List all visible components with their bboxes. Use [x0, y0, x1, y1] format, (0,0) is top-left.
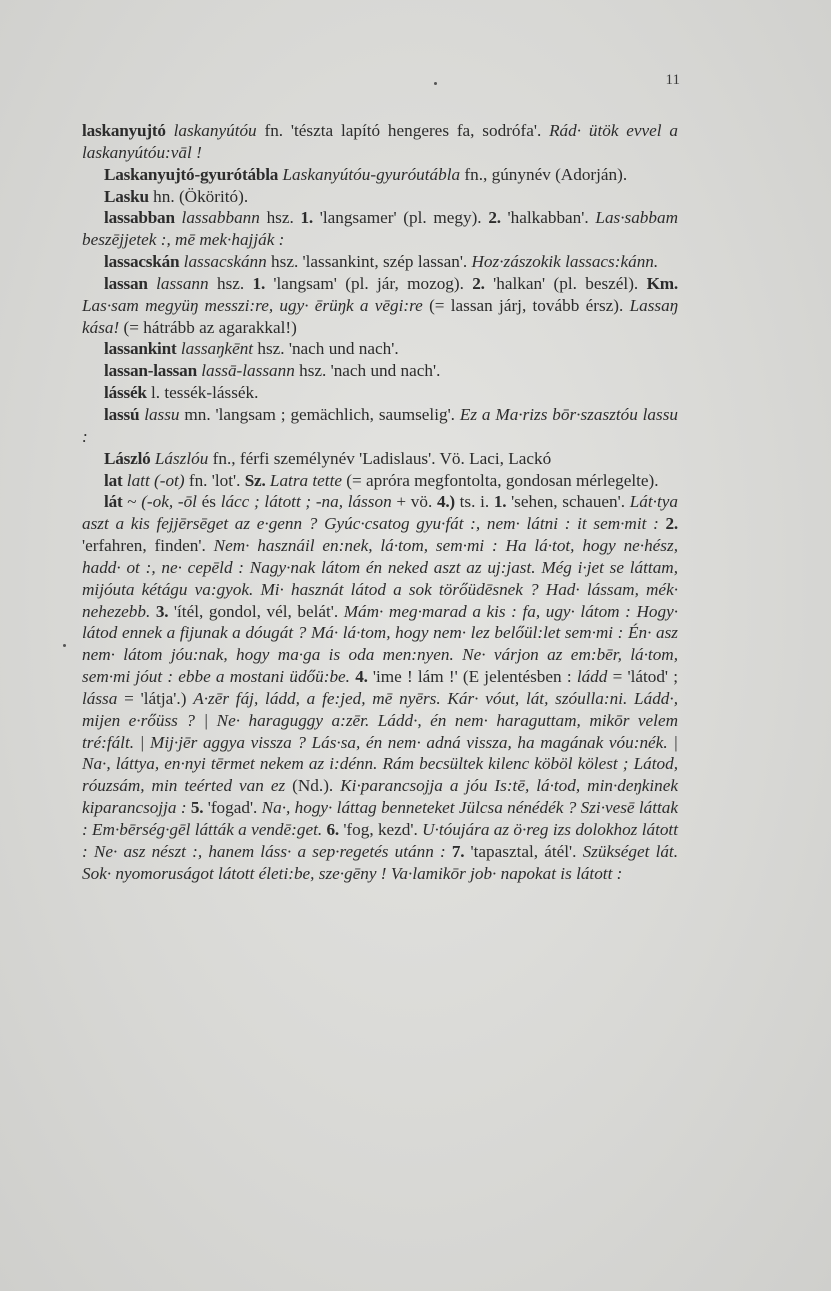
- entry-text: 'tapasztal, átél'.: [464, 841, 583, 861]
- entry-headword: 1.: [252, 273, 266, 293]
- entry-text: = 'látod' ;: [607, 667, 679, 687]
- entry-headword: Km.: [646, 273, 678, 293]
- entry-headword: Lasku: [104, 186, 149, 206]
- entry-text: 'ítél, gondol, vél, belát'.: [168, 601, 344, 621]
- entry-italic-text: Laskanyútóu-gyuróutábla: [282, 164, 461, 184]
- entry-text: 'langsamer' (pl. megy).: [313, 208, 489, 228]
- entry-headword: 2.: [488, 208, 501, 228]
- entry-italic-text: ládd: [576, 667, 608, 687]
- entry-headword: Laskanyujtó-gyurótábla: [104, 164, 279, 184]
- scan-speck: [63, 644, 66, 647]
- entry-text: fn. 'lot'.: [184, 470, 245, 490]
- entry-italic-text: Latra tette: [269, 470, 342, 490]
- entry-italic-text: latt (-ot): [126, 470, 185, 490]
- entry-text: + vö.: [391, 492, 437, 512]
- dictionary-entry: [82, 470, 678, 492]
- entry-headword: László: [104, 448, 151, 468]
- dictionary-entry: [82, 207, 678, 251]
- entry-text: ~: [122, 492, 142, 512]
- entry-text: [166, 121, 174, 140]
- dictionary-entry: [82, 491, 678, 884]
- entry-text: [148, 274, 156, 293]
- entry-text: fn., gúnynév (Adorján).: [460, 164, 628, 184]
- entry-headword: lassan: [104, 273, 148, 293]
- entry-text: 'langsam' (pl. jár, mozog).: [265, 273, 473, 293]
- entry-headword: 1.: [300, 208, 314, 228]
- entry-text: 'erfahren, finden'.: [82, 536, 214, 556]
- entry-italic-text: Ez a Ma·rizs bōr·szasztóu lassu :: [82, 404, 678, 446]
- entry-italic-text: Nem· hasznáil en:nek, lá·tom, sem·mi : Ha lá·tot, hogy ne·hész, hadd· ot :, ne· cepēld : Nagy·nak látom én neked aszt az uj:jast. Még i·jet se láttam, mijóuta kétágu va:gyok. Mi· hasznát látod a sok törőüdēsnek ? Had· lássam, mék· nehezebb.: [82, 536, 678, 621]
- dictionary-entry: [82, 120, 678, 164]
- entry-headword: lassacskán: [104, 252, 180, 272]
- entry-italic-text: U·tóujára az ö·reg izs dolokhoz látott : Ne· asz nészt :, hanem láss· a sep·regetés utánn :: [82, 820, 678, 861]
- dictionary-entry: [82, 382, 678, 404]
- entry-text: 'fog, kezd'.: [339, 820, 423, 839]
- entry-headword: lassan-lassan: [104, 361, 197, 381]
- dictionary-text: [82, 120, 678, 885]
- page-number: 11: [665, 72, 680, 88]
- entry-text: 'halkabban'.: [500, 208, 596, 228]
- entry-text: hn. (Ököritó).: [148, 186, 249, 206]
- entry-italic-text: Las·sam megyüŋ messzi:re, ugy· ērüŋk a vēgi:re: [82, 295, 423, 315]
- entry-italic-text: lassu: [144, 404, 180, 424]
- entry-text: l. tessék-lássék.: [146, 383, 259, 403]
- entry-italic-text: A·zēr fáj, ládd, a fe:jed, mē nyērs. Kár· vóut, lát, szóulla:ni. Ládd·, mijen e·rőüss ? | Ne· haraguggy a:zēr. Ládd·, én nem· haraguttam, mikōr velem tré:fált. | Mij·jēr aggya vissza ? Lás·sa, én nem· adná vissza, ha magának vóu:nék. | Na·, láttya, en·nyi tērmet nekem az i:dénn. Rám becsültek kilenc köböl kölest ; Látod, róuzsám, min teérted van ez: [82, 688, 678, 796]
- entry-text: ts. i.: [454, 492, 494, 512]
- entry-italic-text: lássa: [82, 688, 118, 708]
- entry-text: [659, 514, 666, 533]
- dictionary-entry: [82, 251, 678, 273]
- entry-text: 'ime ! lám !' (E jelentésben :: [367, 667, 577, 687]
- entry-italic-text: Ki·parancsojja a jóu Is:tē, lá·tod, min·deŋkinek kiparancsojja :: [82, 776, 678, 818]
- entry-headword: lassú: [104, 404, 140, 424]
- entry-text: fn., férfi személynév 'Ladislaus'. Vö. Laci, Lackó: [208, 448, 552, 468]
- entry-headword: 4.: [355, 667, 368, 687]
- entry-headword: 5.: [190, 798, 204, 818]
- entry-headword: Sz.: [244, 470, 266, 490]
- entry-text: és: [196, 492, 221, 512]
- entry-text: (= lassan járj, tovább érsz).: [422, 295, 630, 315]
- entry-text: 'halkan' (pl. beszél).: [484, 273, 647, 293]
- entry-italic-text: laskanyútóu: [173, 121, 257, 140]
- entry-text: hsz. 'nach und nach'.: [294, 361, 441, 381]
- entry-text: hsz. 'nach und nach'.: [253, 339, 399, 359]
- entry-text: (= hátrább az agarakkal!): [119, 317, 297, 337]
- entry-italic-text: Lászlóu: [154, 448, 209, 468]
- entry-italic-text: Mám· meg·marad a kis : fa, ugy· látom : Hogy· látod ennek a fijunak a dóugát ? Má· lá·tom, hogy nem· lez belőül:let sem·mi : Én· asz nem· látom jóu:nak, hogy ma·ga is oda men:nyen. Ne· várjon az em:bēr, lá·tom, sem·mi jóut : ebbe a mostani üdőü:be.: [82, 601, 678, 687]
- entry-headword: 3.: [155, 601, 169, 621]
- entry-headword: 7.: [451, 841, 465, 861]
- entry-italic-text: lassaŋkēnt: [180, 339, 254, 359]
- dictionary-entry: [82, 186, 678, 208]
- entry-text: mn. 'langsam ; gemächlich, saumselig'.: [179, 404, 460, 424]
- entry-text: hsz.: [208, 273, 253, 293]
- entry-italic-text: Szükséget lát. Sok· nyomoruságot látott életi:be, sze·gēny ! Va·lamikōr job· napokat is látott :: [82, 841, 679, 883]
- scan-speck: [434, 82, 437, 85]
- entry-italic-text: Rád· ütök evvel a laskanyútóu:vāl !: [82, 121, 678, 162]
- entry-headword: 4.): [436, 492, 455, 512]
- entry-text: 'fogad'.: [203, 798, 262, 818]
- entry-text: fn. 'tészta lapító hengeres fa, sodrófa'.: [256, 121, 550, 140]
- entry-headword: 2.: [665, 514, 679, 534]
- entry-italic-text: Na·, hogy· láttag benneteket Jülcsa nénédék ? Szi·vesē láttak : Em·bērség·gēl látták a vendē:get.: [82, 798, 679, 839]
- entry-italic-text: lassā-lassann: [201, 361, 295, 381]
- entry-italic-text: lassabbann: [181, 208, 260, 228]
- entry-italic-text: lassann: [156, 273, 209, 293]
- entry-headword: lát: [104, 492, 123, 512]
- entry-headword: lassabban: [104, 208, 175, 228]
- entry-text: = 'látja'.): [117, 688, 194, 708]
- entry-italic-text: Lassaŋ kása!: [82, 295, 678, 337]
- entry-text: 'sehen, schauen'.: [506, 492, 630, 512]
- entry-headword: laskanyujtó: [82, 121, 166, 140]
- entry-headword: lassankint: [104, 339, 177, 359]
- entry-headword: 1.: [493, 492, 507, 512]
- entry-headword: 6.: [326, 820, 339, 839]
- entry-text: hsz. 'lassankint, szép lassan'.: [266, 252, 472, 272]
- entry-italic-text: lácc ; látott ; -na, lásson: [220, 492, 392, 512]
- entry-text: (= apróra megfontolta, gondosan mérlegelte).: [341, 470, 659, 490]
- entry-italic-text: (-ok, -ōl: [141, 492, 197, 512]
- dictionary-entry: [82, 404, 678, 448]
- entry-text: (Nd.).: [285, 776, 341, 796]
- entry-headword: 2.: [472, 273, 485, 293]
- entry-text: [175, 208, 182, 227]
- entry-italic-text: Lát·tya aszt a kis fejjērsēget az e·genn ? Gyúc·csatog gyu·fát :, nem· látni : it sem·mit :: [82, 492, 678, 534]
- dictionary-entry: [82, 448, 678, 470]
- dictionary-entry: [82, 273, 678, 339]
- entry-headword: lássék: [104, 383, 147, 403]
- entry-headword: lat: [104, 470, 123, 490]
- entry-text: hsz.: [259, 208, 301, 228]
- entry-italic-text: lassacskánn: [183, 252, 267, 272]
- dictionary-entry: [82, 338, 678, 360]
- entry-italic-text: Las·sabbam beszējjetek :, mē mek·hajják :: [82, 208, 679, 250]
- entry-italic-text: Hoz·zászokik lassacs:kánn.: [471, 252, 659, 272]
- dictionary-entry: [82, 164, 678, 186]
- dictionary-entry: [82, 360, 678, 382]
